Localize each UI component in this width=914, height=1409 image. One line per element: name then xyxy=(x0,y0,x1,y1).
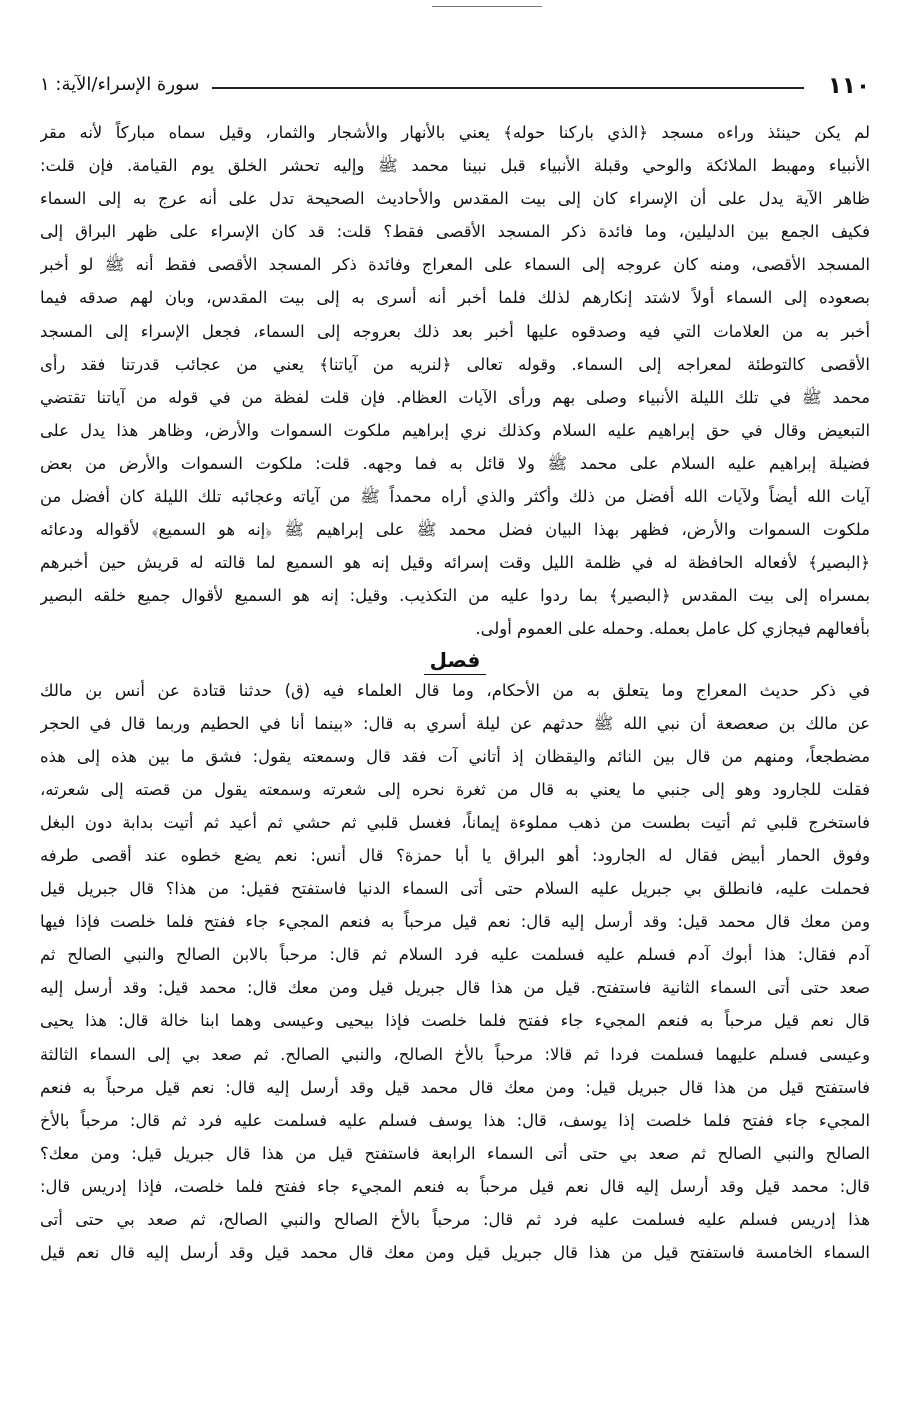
paragraph-hadith xyxy=(40,674,870,1270)
paragraph-tafsir xyxy=(40,116,870,646)
text-line: قال نعم قيل مرحباً به فنعم المجيء جاء ففتح فلما خلصت فإذا بيحيى وعيسى وهما ابنا خالة قال: هذا يحيى xyxy=(40,1011,870,1031)
text-line: السماء الخامسة فاستفتح قيل من هذا قال جبريل قيل ومن معك قال محمد قيل وقد أرسل إليه قال نعم قيل xyxy=(40,1243,870,1263)
text-line: مضطجعاً، ومنهم من قال بين النائم واليقظان إذ أتاني آت فقد قال وسمعته يقول: فشق ما بين هذه إلى هذه xyxy=(40,746,870,766)
text-line: بأفعالهم فيجازي كل عامل بعمله. وحمله على العموم أولى. xyxy=(475,619,870,639)
text-line: في ذكر حديث المعراج وما يتعلق به من الأحكام، وما قال العلماء فيه (ق) حدثنا قتادة عن أنس بن مالك xyxy=(40,680,870,700)
text-line: فكيف الجمع بين الدليلين، وما فائدة ذكر المسجد الأقصى فقط؟ قلت: قد كان الإسراء على ظهر البراق إلى xyxy=(40,222,870,242)
text-line: الأقصى كالتوطئة لمعراجه إلى السماء. وقوله تعالى ﴿لنريه من آياتنا﴾ يعني من عجائب قدرتنا فقد رأى xyxy=(40,354,870,374)
text-line: وفوق الحمار أبيض فقال له الجارود: أهو البراق يا أبا حمزة؟ قال أنس: نعم يضع خطوه عند أقصى طرفه xyxy=(40,845,870,865)
body-text xyxy=(40,116,870,1269)
text-line: محمد ﷺ في تلك الليلة الأنبياء وصلى بهم ورأى الآيات العظام. فإن قلت لفظة من في قوله من آياتنا تقتضي xyxy=(40,387,870,407)
text-line: أخبر به من العلامات التي فيه وصدقوه عليها أخبر بعد ذلك بعروجه إلى السماء، فجعل الإسراء إلى المسجد xyxy=(40,321,870,341)
text-line: فاستفتح قيل من هذا قال جبريل قيل: ومن معك قال محمد قيل وقد أرسل إليه قال: نعم قيل مرحباً به فنعم xyxy=(40,1077,870,1097)
text-line: آدم فقال: هذا أبوك آدم فسلم عليه فسلمت عليه فرد السلام ثم قال: مرحباً بالابن الصالح والنبي الصالح ثم xyxy=(40,945,870,965)
text-line: المسجد الأقصى، ومنه كان عروجه إلى السماء على المعراج وفائدة ذكر المسجد الأقصى فقط أنه ﷺ لو أخبر xyxy=(40,255,870,275)
text-line: التبعيض وقال في حق إبراهيم عليه السلام وكذلك نري إبراهيم ملكوت السموات والأرض، وظاهر هذا يدل على xyxy=(40,420,870,440)
text-line: ملكوت السموات والأرض، فظهر بهذا البيان فضل محمد ﷺ على إبراهيم ﷺ ﴿إنه هو السميع﴾ لأقواله ودعائه xyxy=(40,520,870,540)
text-line: الأنبياء ومهبط الملائكة والوحي وقبلة الأنبياء قبل نبينا محمد ﷺ وإليه تحشر الخلق يوم القيامة. فإن قلت: xyxy=(40,156,870,176)
text-line: قال: محمد قيل وقد أرسل إليه قال نعم قيل مرحباً به فنعم المجيء جاء ففتح فلما خلصت، فإذا إدريس قال: xyxy=(40,1176,870,1196)
text-line: فحملت عليه، فانطلق بي جبريل عليه السلام حتى أتى السماء الدنيا فاستفتح فقيل: من هذا؟ قال جبريل قيل xyxy=(40,879,870,899)
text-line: ﴿البصير﴾ لأفعاله الحافظة له في ظلمة الليل وقت إسرائه وقيل إنه هو السميع لما قالته له قريش حين أخبرهم xyxy=(40,553,870,573)
running-title: سورة الإسراء/الآية: ١ xyxy=(40,74,200,95)
text-line: الصالح والنبي الصالح ثم صعد بي حتى أتى السماء الرابعة فاستفتح قيل من هذا قال جبريل قيل: ومن معك؟ xyxy=(40,1143,870,1163)
text-line: فاستخرج قلبي ثم أتيت بطست من ذهب مملوءة إيماناً، فغسل قلبي ثم حشي ثم أعيد ثم أتيت بدابة دون البغل xyxy=(40,812,870,832)
text-line: فقلت للجارود وهو إلى جنبي ما يعني به قال من ثغرة نحره إلى شعرته وسمعته يقول من قصته إلى شعرته، xyxy=(40,779,870,799)
text-line: بصعوده إلى السماء أولاً لاشتد إنكارهم لذلك فلما أخبر أنه أسرى به إلى بيت المقدس، وبان لهم صدقه فيما xyxy=(40,288,870,308)
text-line: المجيء جاء ففتح فلما خلصت إذا يوسف، قال: هذا يوسف فسلم عليه فسلمت عليه فرد ثم قال: مرحباً بالأخ xyxy=(40,1110,870,1130)
page-header xyxy=(40,70,870,104)
text-line: لم يكن حينئذ وراءه مسجد ﴿الذي باركنا حوله﴾ يعني بالأنهار والأشجار والثمار، وقيل سماه مباركاً لأنه مقر xyxy=(40,123,870,142)
top-rule xyxy=(432,0,542,7)
text-line: هذا إدريس فسلم عليه فسلمت عليه فرد ثم قال: مرحباً بالأخ الصالح والنبي الصالح، ثم صعد بي حتى أتى xyxy=(40,1210,870,1229)
text-line: آيات الله أيضاً ولآيات الله أفضل من ذلك وأكثر والذي أراه محمداً ﷺ من آياته وعجائبه تلك الليلة كان أفضل من xyxy=(40,487,870,507)
text-line: بمسراه إلى بيت المقدس ﴿البصير﴾ بما ردوا عليه من التكذيب. وقيل: إنه هو السميع لأقوال جميع خلقه البصير xyxy=(40,586,870,606)
header-rule xyxy=(212,87,804,89)
text-line: فضيلة إبراهيم عليه السلام على محمد ﷺ ولا قائل به فما وجهه. قلت: ملكوت السموات والأرض من بعض xyxy=(40,453,870,473)
section-heading xyxy=(40,646,870,674)
text-line: صعد حتى أتى السماء الثانية فاستفتح. قيل من هذا قال جبريل قيل ومن معك قال: محمد قيل: وقد أرسل إليه xyxy=(40,978,870,998)
page-number: ١١٠ xyxy=(827,73,870,99)
text-line: ومن معك قال محمد قيل: وقد أرسل إليه قال: نعم قيل مرحباً به فنعم المجيء جاء ففتح فلما خلصت فإذا فيها xyxy=(40,912,870,932)
text-line: وعيسى فسلم عليهما فسلمت فردا ثم قالا: مرحباً بالأخ الصالح، والنبي الصالح. ثم صعد بي إلى السماء الثالثة xyxy=(40,1044,870,1064)
text-line: عن مالك بن صعصعة أن نبي الله ﷺ حدثهم عن ليلة أسري به قال: «بينما أنا في الحطيم وربما قال في الحجر xyxy=(40,713,870,733)
section-heading-label: فصل xyxy=(424,646,487,675)
text-line: ظاهر الآية يدل على أن الإسراء كان إلى بيت المقدس والأحاديث الصحيحة تدل على أنه عرج به إلى السماء xyxy=(40,189,870,209)
